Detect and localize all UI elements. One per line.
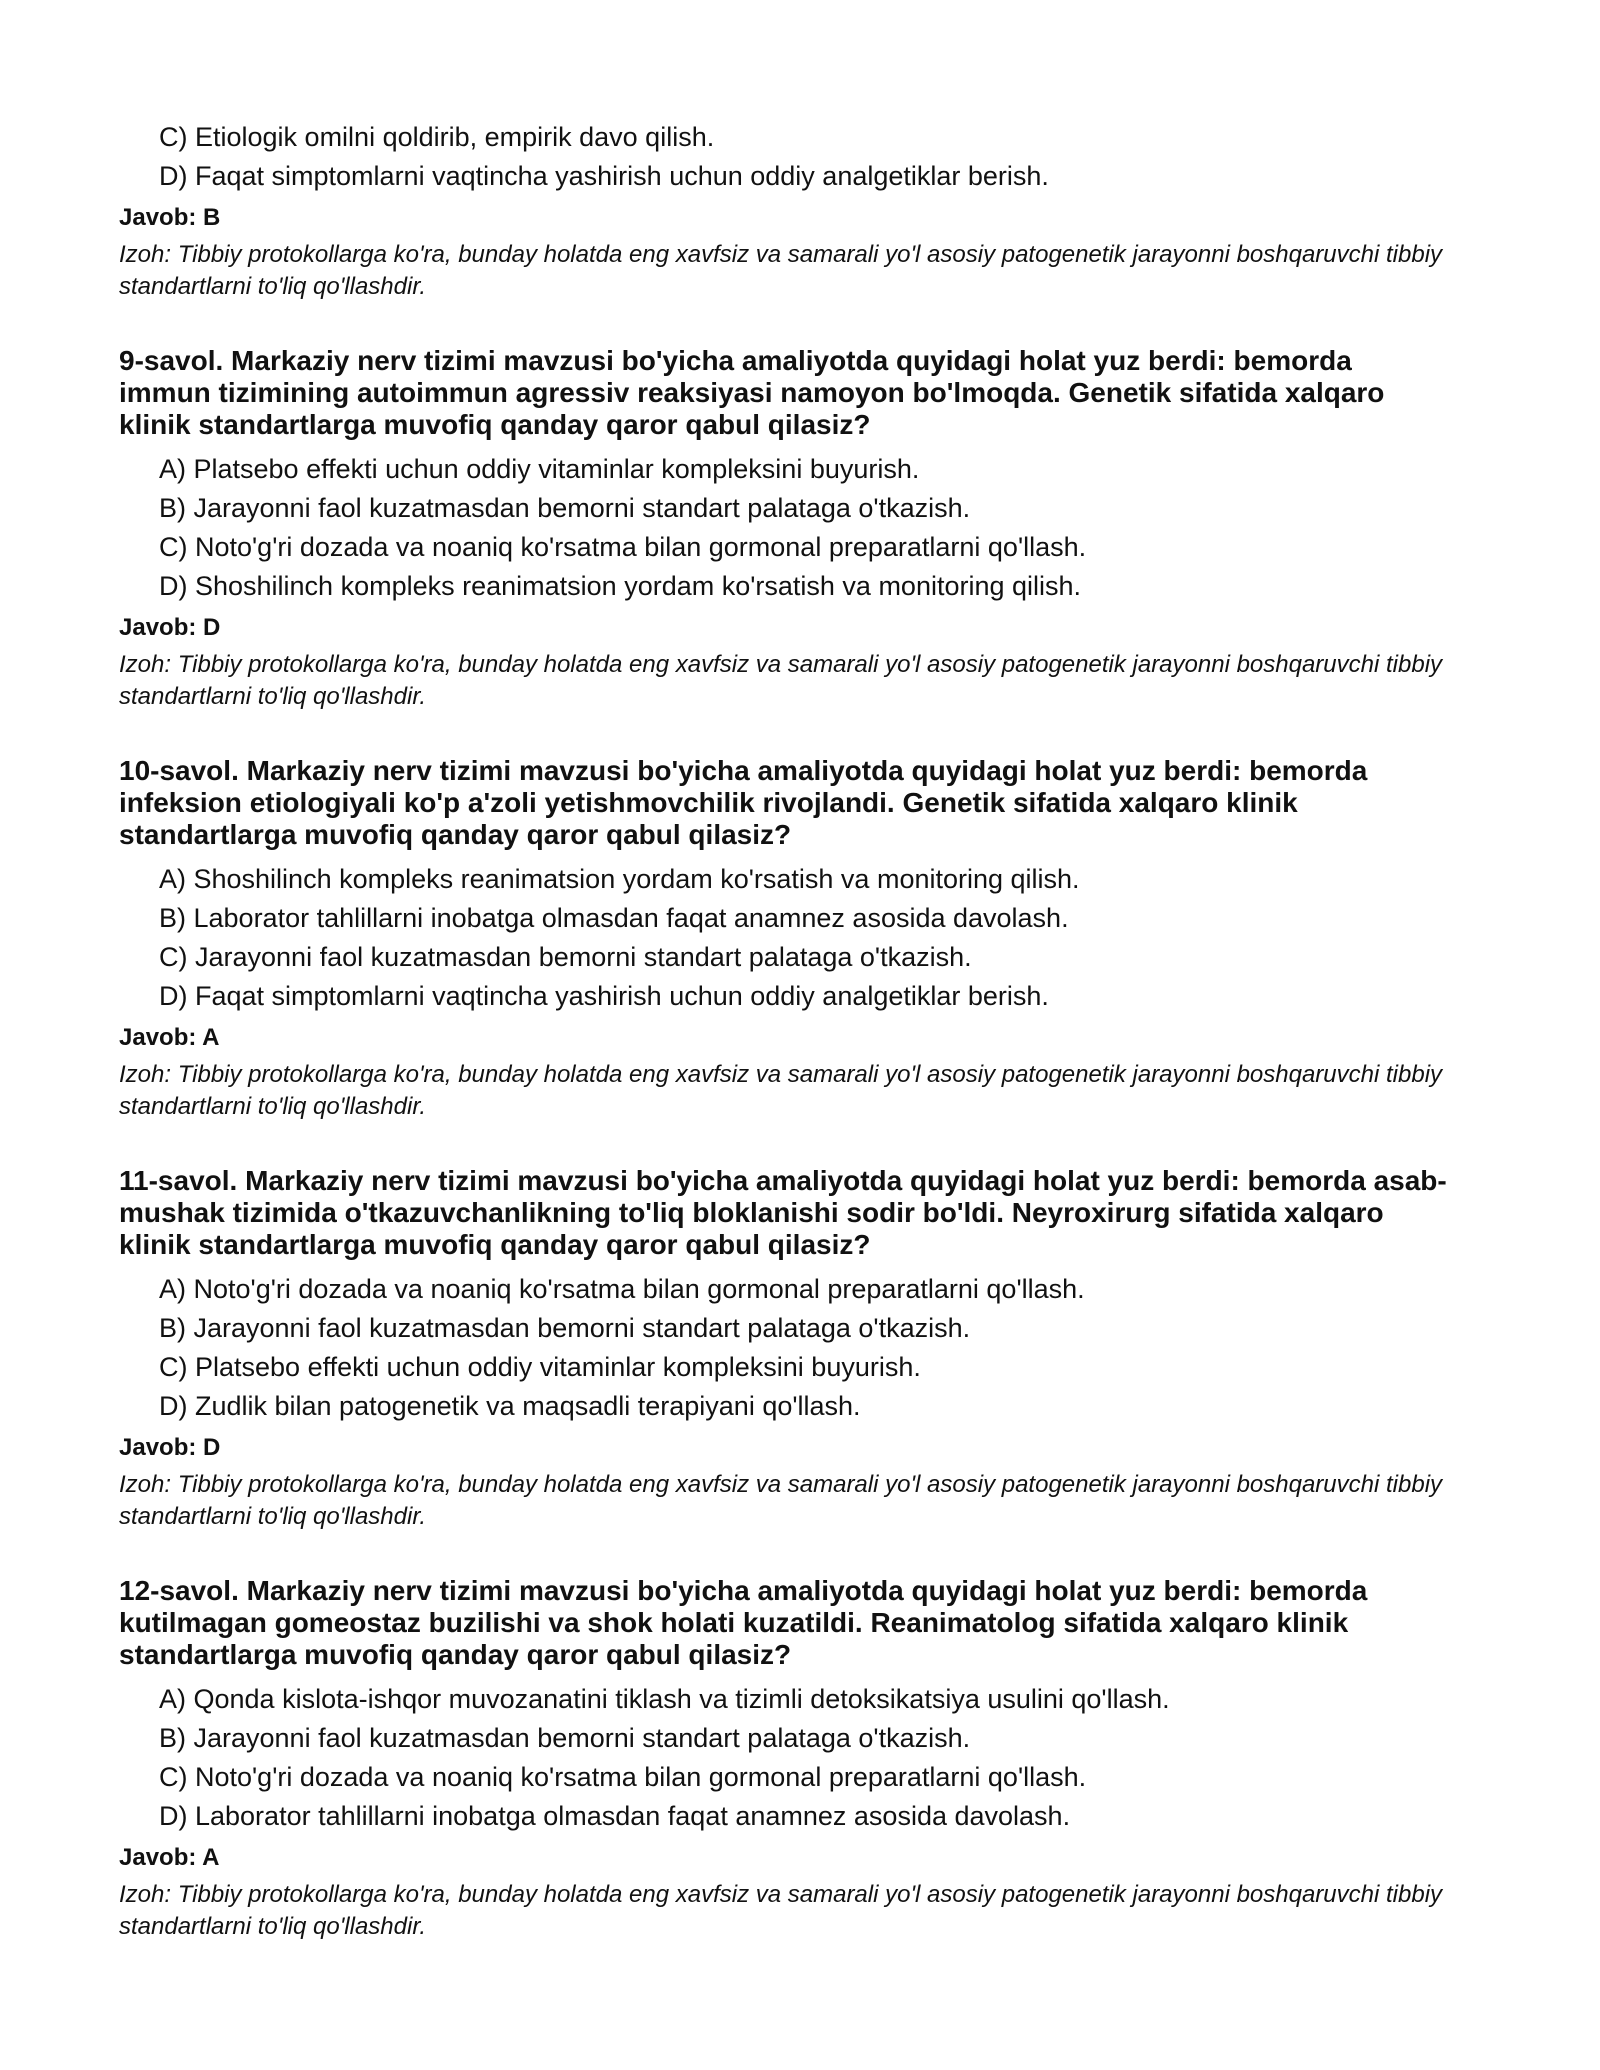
explanation-note: Izoh: Tibbiy protokollarga ko'ra, bunday holatda eng xavfsiz va samarali yo'l asosiy patogenetik jarayonni boshqaruvchi tibbiy standartlarni to'liq qo'llashdir. xyxy=(119,241,1443,300)
explanation-note: Izoh: Tibbiy protokollarga ko'ra, bunday holatda eng xavfsiz va samarali yo'l asosiy patogenetik jarayonni boshqaruvchi tibbiy standartlarni to'liq qo'llashdir. xyxy=(119,1471,1443,1530)
question-8-fragment xyxy=(119,118,1449,303)
question-11 xyxy=(119,1165,1449,1533)
explanation-note: Izoh: Tibbiy protokollarga ko'ra, bunday holatda eng xavfsiz va samarali yo'l asosiy patogenetik jarayonni boshqaruvchi tibbiy standartlarni to'liq qo'llashdir. xyxy=(119,1881,1443,1940)
answer-option-a: A) Qonda kislota-ishqor muvozanatini tiklash va tizimli detoksikatsiya usulini qo'llash. xyxy=(159,1684,1170,1714)
answer-option-d: D) Laborator tahlillarni inobatga olmasdan faqat anamnez asosida davolash. xyxy=(159,1801,1071,1831)
answer-option-c: C) Jarayonni faol kuzatmasdan bemorni standart palataga o'tkazish. xyxy=(159,942,972,972)
answer-key: Javob: B xyxy=(119,204,221,231)
question-10 xyxy=(119,755,1449,1123)
answer-option-b: B) Laborator tahlillarni inobatga olmasdan faqat anamnez asosida davolash. xyxy=(159,903,1069,933)
answer-option-b: B) Jarayonni faol kuzatmasdan bemorni standart palataga o'tkazish. xyxy=(159,1313,971,1343)
answer-option-c: C) Noto'g'ri dozada va noaniq ko'rsatma bilan gormonal preparatlarni qo'llash. xyxy=(159,532,1087,562)
document-page xyxy=(119,118,1449,1943)
question-title: 9-savol. Markaziy nerv tizimi mavzusi bo'yicha amaliyotda quyidagi holat yuz berdi: bemorda immun tizimining autoimmun agressiv reaksiyasi namoyon bo'lmoqda. Genetik sifatida xalqaro klinik standartlarga muvofiq qanday qaror qabul qilasiz? xyxy=(119,345,1385,440)
question-9 xyxy=(119,345,1449,713)
answer-option-d: D) Faqat simptomlarni vaqtincha yashirish uchun oddiy analgetiklar berish. xyxy=(159,161,1049,191)
answer-option-d: D) Zudlik bilan patogenetik va maqsadli terapiyani qo'llash. xyxy=(159,1391,861,1421)
answer-options xyxy=(119,450,1449,606)
question-title: 10-savol. Markaziy nerv tizimi mavzusi bo'yicha amaliyotda quyidagi holat yuz berdi: bemorda infeksion etiologiyali ko'p a'zoli yetishmovchilik rivojlandi. Genetik sifatida xalqaro klinik standartlarga muvofiq qanday qaror qabul qilasiz? xyxy=(119,755,1368,850)
answer-option-a: A) Platsebo effekti uchun oddiy vitaminlar kompleksini buyurish. xyxy=(159,454,920,484)
answer-option-d: D) Shoshilinch kompleks reanimatsion yordam ko'rsatish va monitoring qilish. xyxy=(159,571,1082,601)
answer-options xyxy=(119,1680,1449,1836)
answer-option-b: B) Jarayonni faol kuzatmasdan bemorni standart palataga o'tkazish. xyxy=(159,1723,971,1753)
answer-key: Javob: D xyxy=(119,614,221,641)
question-12 xyxy=(119,1575,1449,1943)
answer-option-a: A) Shoshilinch kompleks reanimatsion yordam ko'rsatish va monitoring qilish. xyxy=(159,864,1080,894)
answer-options xyxy=(119,118,1449,196)
answer-options xyxy=(119,1270,1449,1426)
answer-key: Javob: A xyxy=(119,1024,220,1051)
explanation-note: Izoh: Tibbiy protokollarga ko'ra, bunday holatda eng xavfsiz va samarali yo'l asosiy patogenetik jarayonni boshqaruvchi tibbiy standartlarni to'liq qo'llashdir. xyxy=(119,1061,1443,1120)
answer-options xyxy=(119,860,1449,1016)
answer-option-c: C) Noto'g'ri dozada va noaniq ko'rsatma bilan gormonal preparatlarni qo'llash. xyxy=(159,1762,1087,1792)
question-title: 12-savol. Markaziy nerv tizimi mavzusi bo'yicha amaliyotda quyidagi holat yuz berdi: bemorda kutilmagan gomeostaz buzilishi va shok holati kuzatildi. Reanimatolog sifatida xalqaro klinik standartlarga muvofiq qanday qaror qabul qilasiz? xyxy=(119,1575,1368,1670)
answer-option-b: B) Jarayonni faol kuzatmasdan bemorni standart palataga o'tkazish. xyxy=(159,493,971,523)
explanation-note: Izoh: Tibbiy protokollarga ko'ra, bunday holatda eng xavfsiz va samarali yo'l asosiy patogenetik jarayonni boshqaruvchi tibbiy standartlarni to'liq qo'llashdir. xyxy=(119,651,1443,710)
answer-option-a: A) Noto'g'ri dozada va noaniq ko'rsatma bilan gormonal preparatlarni qo'llash. xyxy=(159,1274,1085,1304)
answer-option-d: D) Faqat simptomlarni vaqtincha yashirish uchun oddiy analgetiklar berish. xyxy=(159,981,1049,1011)
question-title: 11-savol. Markaziy nerv tizimi mavzusi bo'yicha amaliyotda quyidagi holat yuz berdi: bemorda asab-mushak tizimida o'tkazuvchanlikning to'liq bloklanishi sodir bo'ldi. Neyroxirurg sifatida xalqaro klinik standartlarga muvofiq qanday qaror qabul qilasiz? xyxy=(119,1165,1447,1260)
answer-key: Javob: A xyxy=(119,1844,220,1871)
answer-option-c: C) Etiologik omilni qoldirib, empirik davo qilish. xyxy=(159,122,715,152)
answer-key: Javob: D xyxy=(119,1434,221,1461)
answer-option-c: C) Platsebo effekti uchun oddiy vitaminlar kompleksini buyurish. xyxy=(159,1352,921,1382)
